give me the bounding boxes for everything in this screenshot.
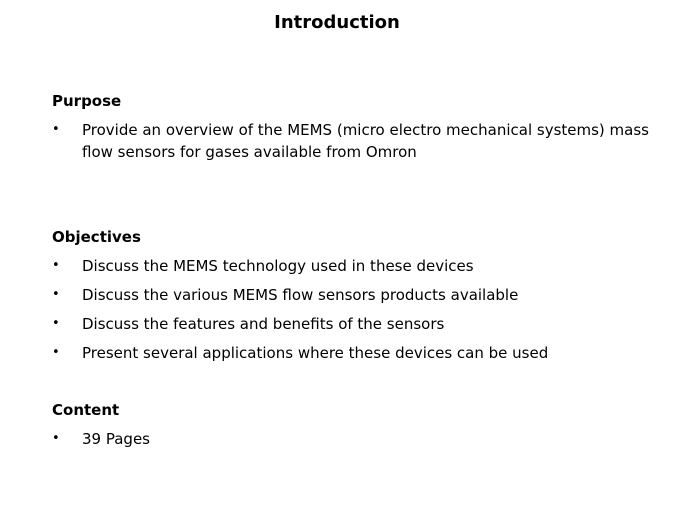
objectives-section [52, 227, 652, 371]
purpose-list [52, 119, 652, 163]
bullet-icon: • [52, 122, 60, 137]
content-list [52, 428, 652, 450]
list-item [52, 255, 652, 277]
list-item-text: Present several applications where these devices can be used [82, 344, 549, 362]
list-item [52, 428, 652, 450]
list-item-text: Discuss the various MEMS flow sensors products available [82, 286, 519, 304]
list-item-text: Provide an overview of the MEMS (micro electro mechanical systems) mass flow sensors for gases available from Omron [82, 121, 649, 161]
content-heading: Content [52, 401, 120, 419]
list-item-text: Discuss the MEMS technology used in these devices [82, 257, 474, 275]
objectives-list [52, 255, 652, 364]
list-item-text: 39 Pages [82, 430, 150, 448]
list-item-text: Discuss the features and benefits of the sensors [82, 315, 445, 333]
bullet-icon: • [52, 258, 60, 273]
slide-title: Introduction [274, 12, 400, 33]
bullet-icon: • [52, 287, 60, 302]
list-item [52, 313, 652, 335]
list-item [52, 284, 652, 306]
bullet-icon: • [52, 345, 60, 360]
purpose-section [52, 91, 652, 163]
bullet-icon: • [52, 431, 60, 446]
list-item [52, 119, 652, 163]
content-section [52, 400, 652, 450]
objectives-heading: Objectives [52, 228, 141, 246]
bullet-icon: • [52, 316, 60, 331]
purpose-heading: Purpose [52, 92, 122, 110]
list-item [52, 342, 652, 364]
